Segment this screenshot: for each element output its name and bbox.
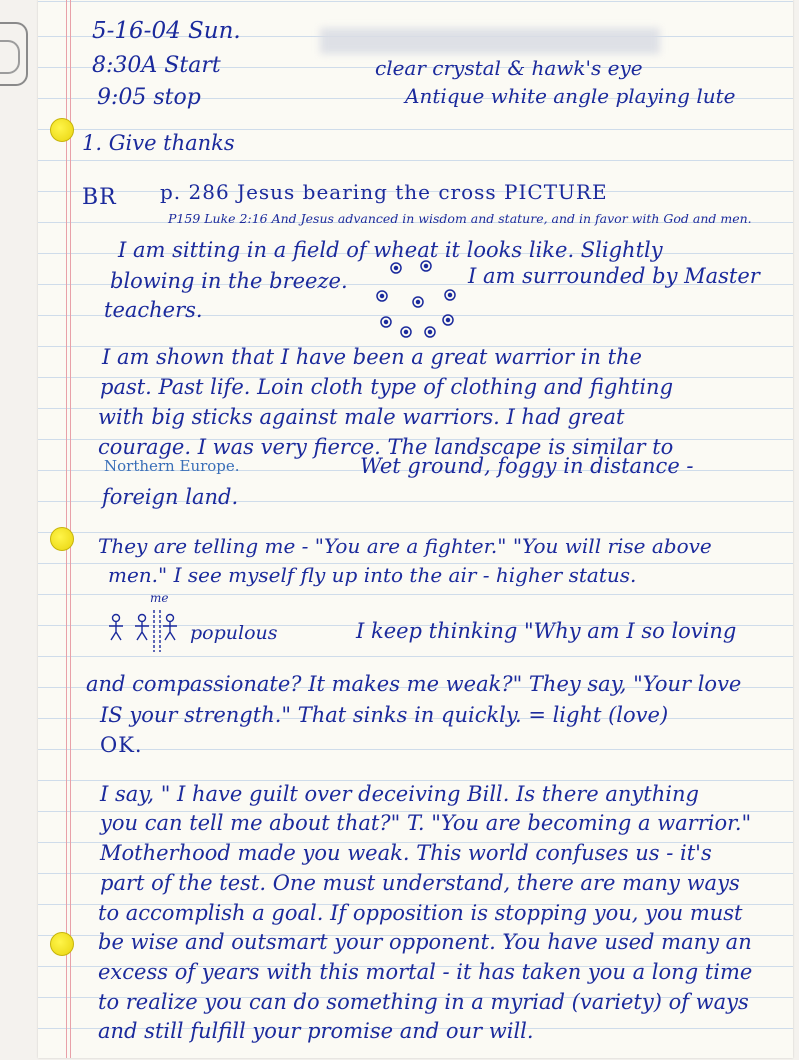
margin-line [70,0,71,1058]
punch-hole-sticker [50,932,74,956]
text-line: They are telling me - "You are a fighter." "You will rise above [98,534,712,558]
text-line: IS your strength." That sinks in quickly. = light (love) [100,703,669,727]
text-line: I am surrounded by Master [468,264,760,288]
start-time: 8:30A Start [92,53,221,78]
text-line: to accomplish a goal. If opposition is stopping you, you must [98,901,743,925]
text-line: foreign land. [102,485,239,509]
text-line: to realize you can do something in a myriad (variety) of ways [98,990,749,1014]
text-line: with big sticks against male warriors. I had great [98,405,625,429]
text-line: I keep thinking "Why am I so loving [356,619,737,643]
text-line: I say, " I have guilt over deceiving Bill. Is there anything [100,782,699,806]
text-line: courage. I was very fierce. The landscape is similar to [98,435,674,459]
text-line: excess of years with this mortal - it has taken you a long time [98,960,753,984]
text-line: Motherhood made you weak. This world confuses us - it's [100,841,712,865]
me-label: me [150,591,169,605]
punch-hole-sticker [50,527,74,551]
date-line: 5-16-04 Sun. [92,18,241,44]
text-line: past. Past life. Loin cloth type of clothing and fighting [100,375,674,399]
luke-quote: P159 Luke 2:16 And Jesus advanced in wisdom and stature, and in favor with God and men. [168,211,752,226]
br-label: BR [82,185,117,210]
punch-hole-sticker [50,118,74,142]
angel-note: Antique white angle playing lute [405,84,736,108]
text-line: blowing in the breeze. [110,269,348,293]
text-line: men." I see myself fly up into the air - higher status. [108,563,637,587]
text-line: I am shown that I have been a great warrior in the [102,345,642,369]
text-line: teachers. [104,298,203,322]
text-line: be wise and outsmart your opponent. You have used many an [98,930,752,954]
give-thanks-line: 1. Give thanks [82,131,235,155]
text-line: and compassionate? It makes me weak?" They say, "Your love [86,672,742,696]
text-line: OK. [100,733,143,757]
text-line: and still fulfill your promise and our will. [98,1019,534,1043]
book-reference: p. 286 Jesus bearing the cross PICTURE [160,180,608,204]
populous-label: populous [190,622,278,644]
notebook-page [38,0,793,1058]
text-line: part of the test. One must understand, there are many ways [100,871,740,895]
stop-time: 9:05 stop [97,85,201,110]
location-label: Northern Europe. [104,457,240,475]
teachers-sketch [370,258,470,338]
paper-clip-inner [0,40,20,74]
crystal-note: clear crystal & hawk's eye [375,56,643,80]
redacted-area [320,28,660,54]
text-line: Wet ground, foggy in distance - [360,454,694,478]
text-line: you can tell me about that?" T. "You are becoming a warrior." [100,811,752,835]
figures-sketch [104,608,184,658]
text-line: I am sitting in a field of wheat it looks like. Slightly [118,238,663,262]
